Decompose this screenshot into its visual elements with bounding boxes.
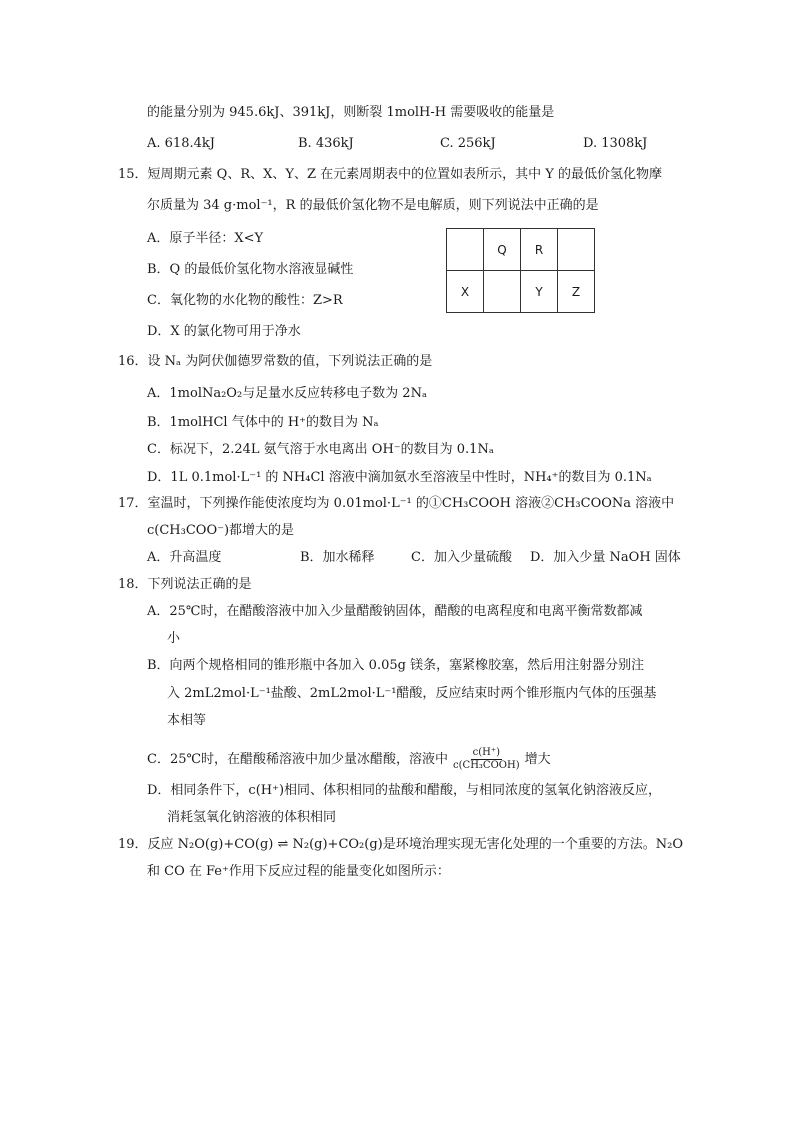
q18-option-c-text: C．25℃时，在醋酸稀溶液中加少量冰醋酸，溶液中 [147, 752, 449, 767]
fraction-denominator: c(CH₃COOH) [453, 760, 520, 771]
q14-option-d: D. 1308kJ [583, 136, 648, 151]
q16-option-c: C．标况下，2.24L 氨气溶于水电离出 OH⁻的数目为 0.1Nₐ [147, 442, 494, 457]
q18-option-c [147, 747, 551, 772]
concentration-ratio-fraction [451, 747, 522, 772]
table-cell [558, 229, 595, 271]
q18-option-b-line3: 本相等 [167, 713, 207, 728]
q17-stem-line1: 17．室温时，下列操作能使浓度均为 0.01mol·L⁻¹ 的①CH₃COOH 溶液②CH₃COONa 溶液中 [118, 496, 675, 511]
q19-stem-line2: 和 CO 在 Fe⁺作用下反应过程的能量变化如图所示： [147, 864, 450, 879]
table-cell [447, 229, 484, 271]
q17-option-d: D．加入少量 NaOH 固体 [530, 550, 681, 565]
table-cell: Y [521, 271, 558, 313]
q18-option-d-line2: 消耗氢氧化钠溶液的体积相同 [167, 810, 337, 825]
table-cell: Z [558, 271, 595, 313]
q17-stem-line2: c(CH₃COO⁻)都增大的是 [147, 523, 295, 538]
q15-option-b: B．Q 的最低价氢化物水溶液显碱性 [147, 262, 354, 277]
q15-stem-line2: 尔质量为 34 g·mol⁻¹，R 的最低价氢化物不是电解质，则下列说法中正确的是 [147, 198, 599, 213]
q18-option-b-line2: 入 2mL2mol·L⁻¹盐酸、2mL2mol·L⁻¹醋酸，反应结束时两个锥形瓶内气体的压强基 [167, 686, 657, 701]
q14-text: 的能量分别为 945.6kJ、391kJ，则断裂 1molH-H 需要吸收的能量是 [147, 105, 555, 120]
q14-option-a: A. 618.4kJ [147, 136, 215, 151]
q18-stem: 18．下列说法正确的是 [118, 577, 252, 592]
q18-option-b-line1: B．向两个规格相同的锥形瓶中各加入 0.05g 镁条，塞紧橡胶塞，然后用注射器分别注 [147, 658, 645, 673]
q16-stem: 16．设 Nₐ 为阿伏伽德罗常数的值，下列说法正确的是 [118, 354, 433, 369]
q14-option-c: C. 256kJ [440, 136, 496, 151]
table-row [447, 271, 595, 313]
fraction-numerator: c(H⁺) [472, 747, 501, 758]
q15-option-a: A．原子半径：X<Y [147, 231, 264, 246]
q18-option-a-line1: A．25℃时，在醋酸溶液中加入少量醋酸钠固体，醋酸的电离程度和电离平衡常数都减 [147, 604, 643, 619]
q19-stem-line1: 19．反应 N₂O(g)+CO(g) ⇌ N₂(g)+CO₂(g)是环境治理实现无害化处理的一个重要的方法。N₂O [118, 837, 683, 852]
q17-option-a: A．升高温度 [147, 550, 222, 565]
q17-option-c: C．加入少量硫酸 [411, 550, 512, 565]
periodic-table-fragment [446, 228, 595, 313]
table-cell [484, 271, 521, 313]
table-cell: X [447, 271, 484, 313]
q18-option-a-line2: 小 [167, 631, 181, 646]
q18-option-c-tail: 增大 [524, 752, 551, 767]
q16-option-d: D．1L 0.1mol·L⁻¹ 的 NH₄Cl 溶液中滴加氨水至溶液呈中性时，NH₄⁺的数目为 0.1Nₐ [147, 470, 652, 485]
q15-option-c: C．氧化物的水化物的酸性：Z>R [147, 293, 343, 308]
q16-option-a: A．1molNa₂O₂与足量水反应转移电子数为 2Nₐ [147, 386, 427, 401]
table-cell: Q [484, 229, 521, 271]
q18-option-d-line1: D．相同条件下，c(H⁺)相同、体积相同的盐酸和醋酸，与相同浓度的氢氧化钠溶液反应， [147, 783, 662, 798]
q16-option-b: B．1molHCl 气体中的 H⁺的数目为 Nₐ [147, 415, 379, 430]
table-cell: R [521, 229, 558, 271]
q15-stem-line1: 15．短周期元素 Q、R、X、Y、Z 在元素周期表中的位置如表所示，其中 Y 的最低价氢化物摩 [118, 167, 662, 182]
q14-option-b: B. 436kJ [298, 136, 354, 151]
table-row [447, 229, 595, 271]
q17-option-b: B．加水稀释 [300, 550, 375, 565]
q15-option-d: D．X 的氯化物可用于净水 [147, 324, 301, 339]
